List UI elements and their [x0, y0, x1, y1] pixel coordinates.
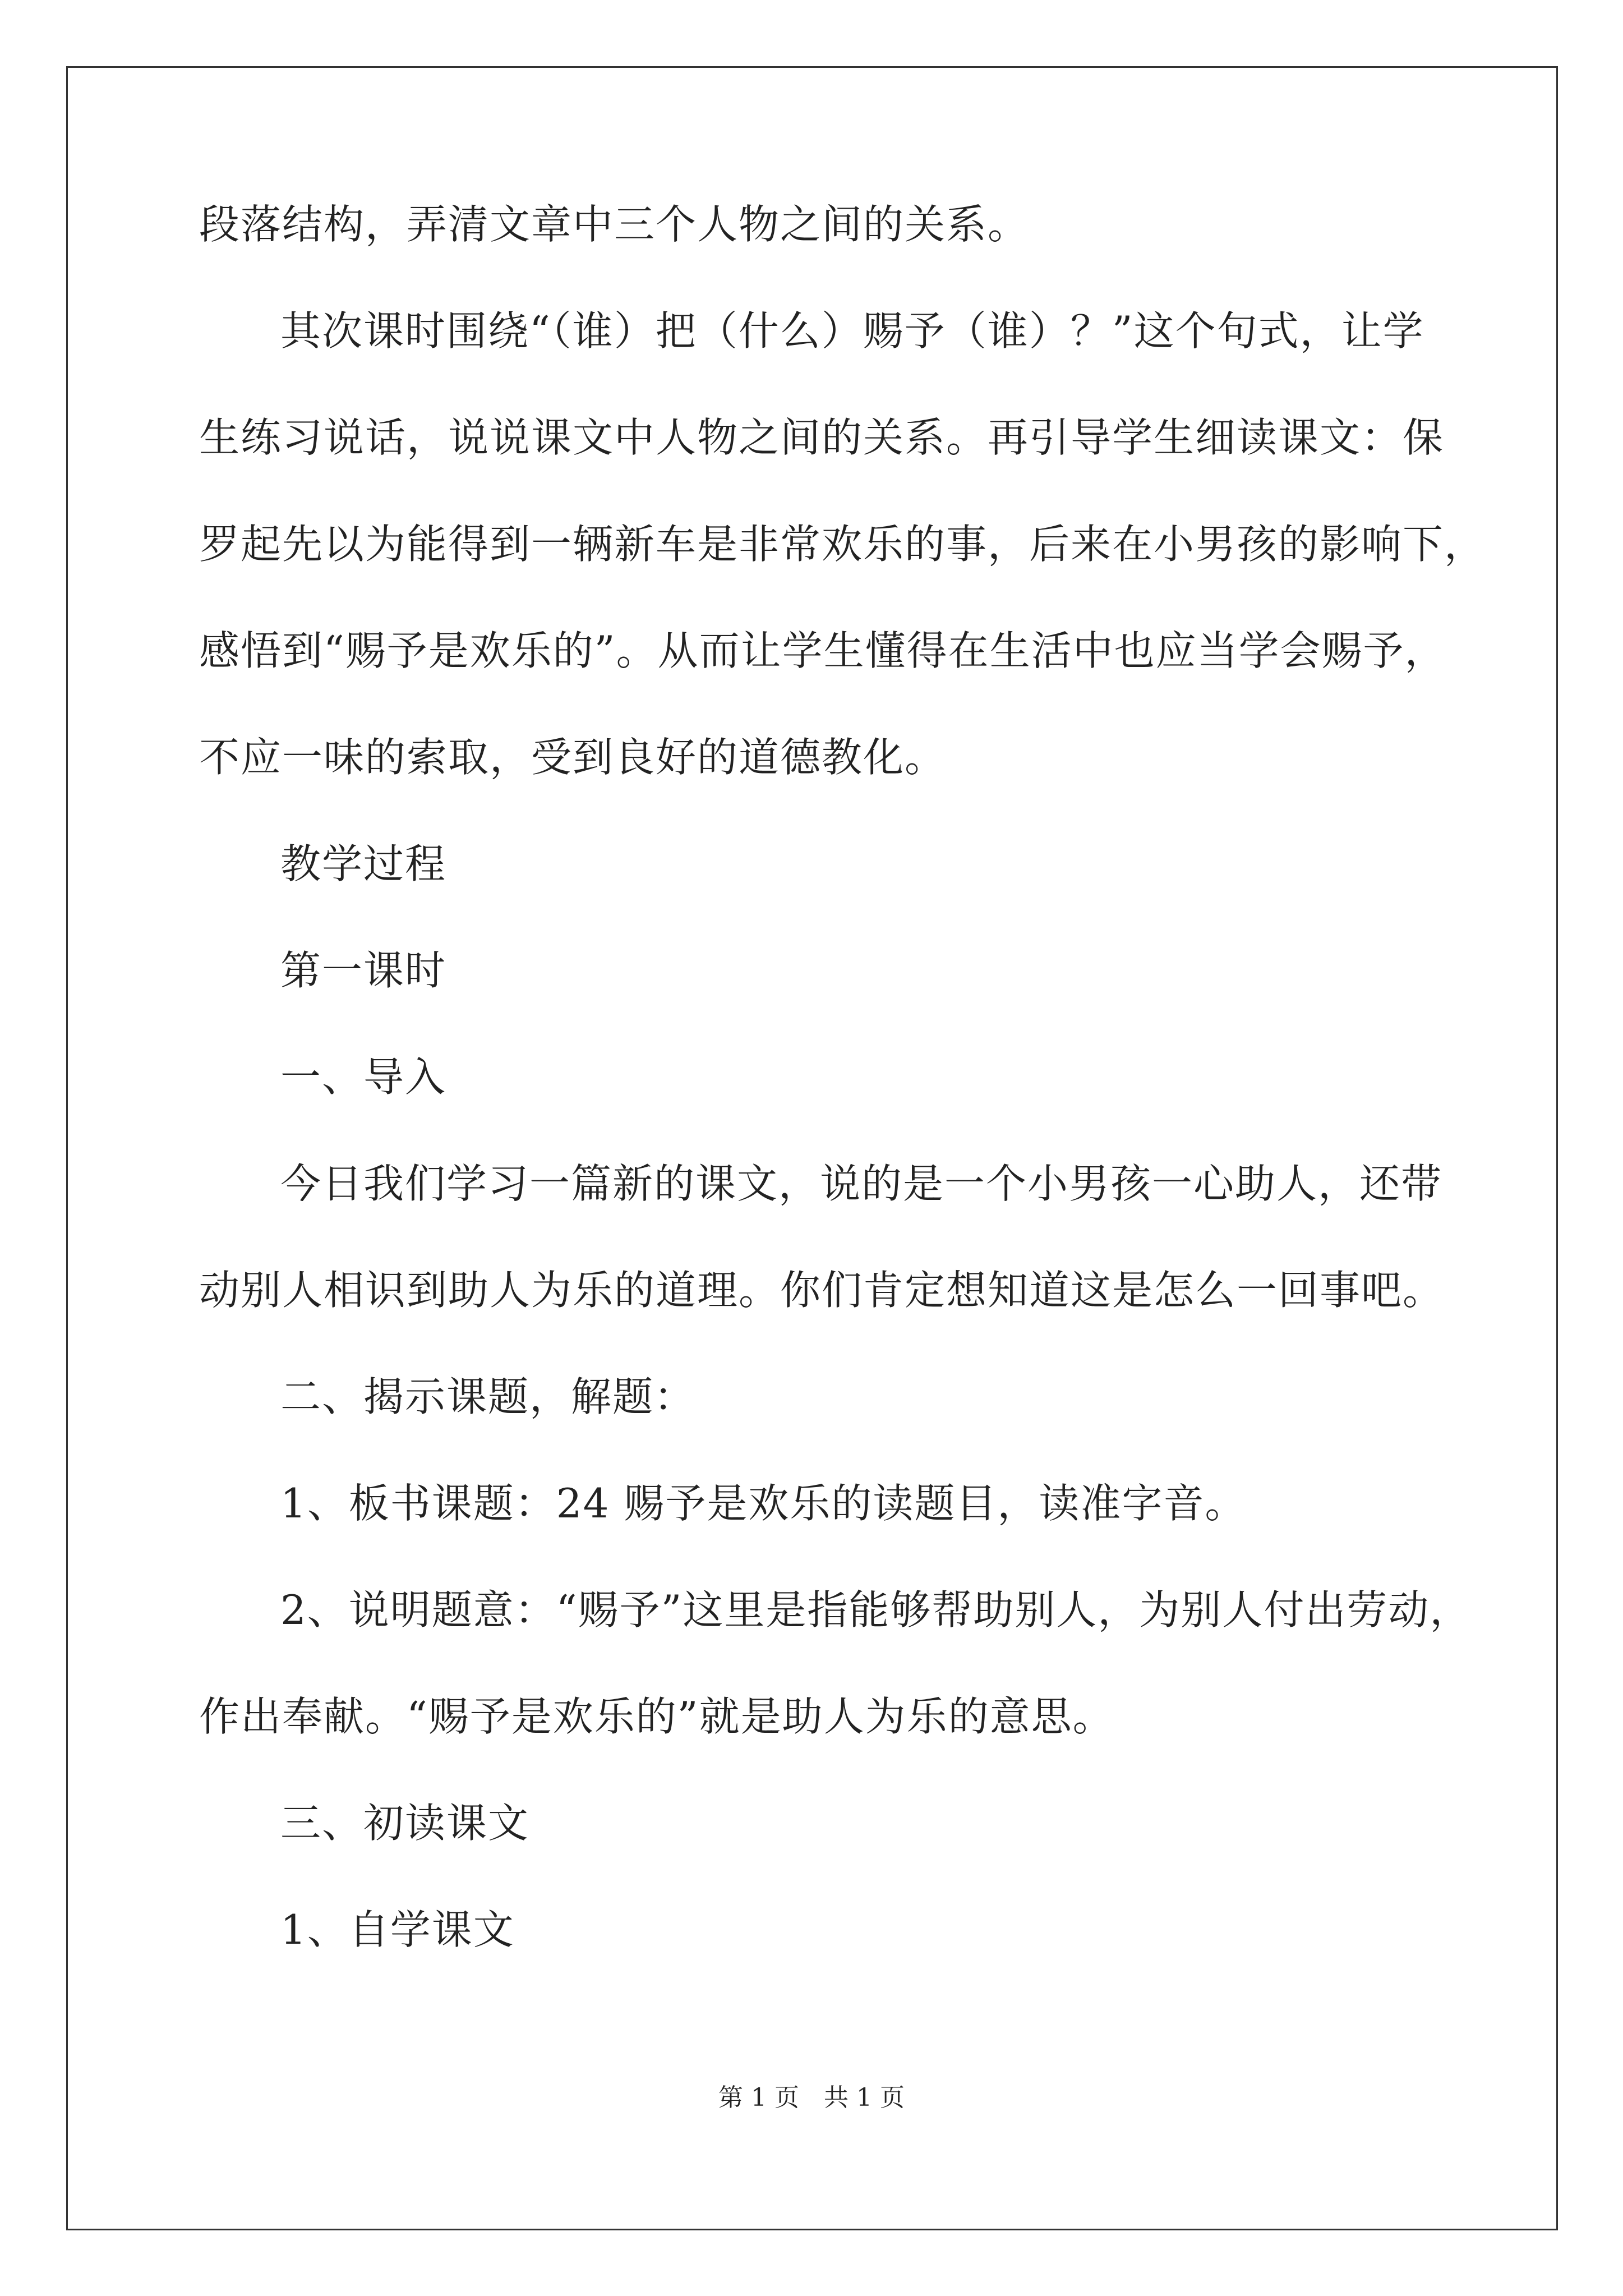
text-line: 作出奉献。“赐予是欢乐的”就是助人为乐的意思。 — [199, 1693, 1114, 1740]
section-heading: 二、揭示课题，解题： — [280, 1373, 696, 1420]
section-heading: 一、导入 — [280, 1053, 447, 1101]
text-line: 今日我们学习一篇新的课文，说的是一个小男孩一心助人，还带 — [280, 1160, 1443, 1207]
text-line: 其次课时围绕“（谁）把（什么）赐予（谁）？”这个句式，让学 — [280, 307, 1424, 355]
section-heading: 教学过程 — [280, 840, 447, 887]
text-line: 动别人相识到助人为乐的道理。你们肯定想知道这是怎么一回事吧。 — [199, 1267, 1445, 1314]
text-line: 罗起先以为能得到一辆新车是非常欢乐的事，后来在小男孩的影响下， — [199, 521, 1486, 568]
page-number: 第 1 页 共 1 页 — [718, 2083, 905, 2112]
list-item: 2、说明题意：“赐予”这里是指能够帮助别人，为别人付出劳动， — [280, 1586, 1472, 1634]
text-line: 段落结构，弄清文章中三个人物之间的关系。 — [199, 201, 1030, 248]
text-line: 感悟到“赐予是欢乐的”。从而让学生懂得在生活中也应当学会赐予， — [199, 627, 1446, 674]
section-heading: 第一课时 — [280, 947, 447, 994]
text-line: 不应一味的索取，受到良好的道德教化。 — [199, 734, 947, 781]
section-heading: 三、初读课文 — [280, 1800, 530, 1847]
list-item: 1、板书课题：24 赐予是欢乐的读题目，读准字音。 — [280, 1480, 1247, 1527]
text-line: 生练习说话，说说课文中人物之间的关系。再引导学生细读课文：保 — [199, 414, 1445, 461]
list-item: 1、自学课文 — [280, 1906, 515, 1953]
